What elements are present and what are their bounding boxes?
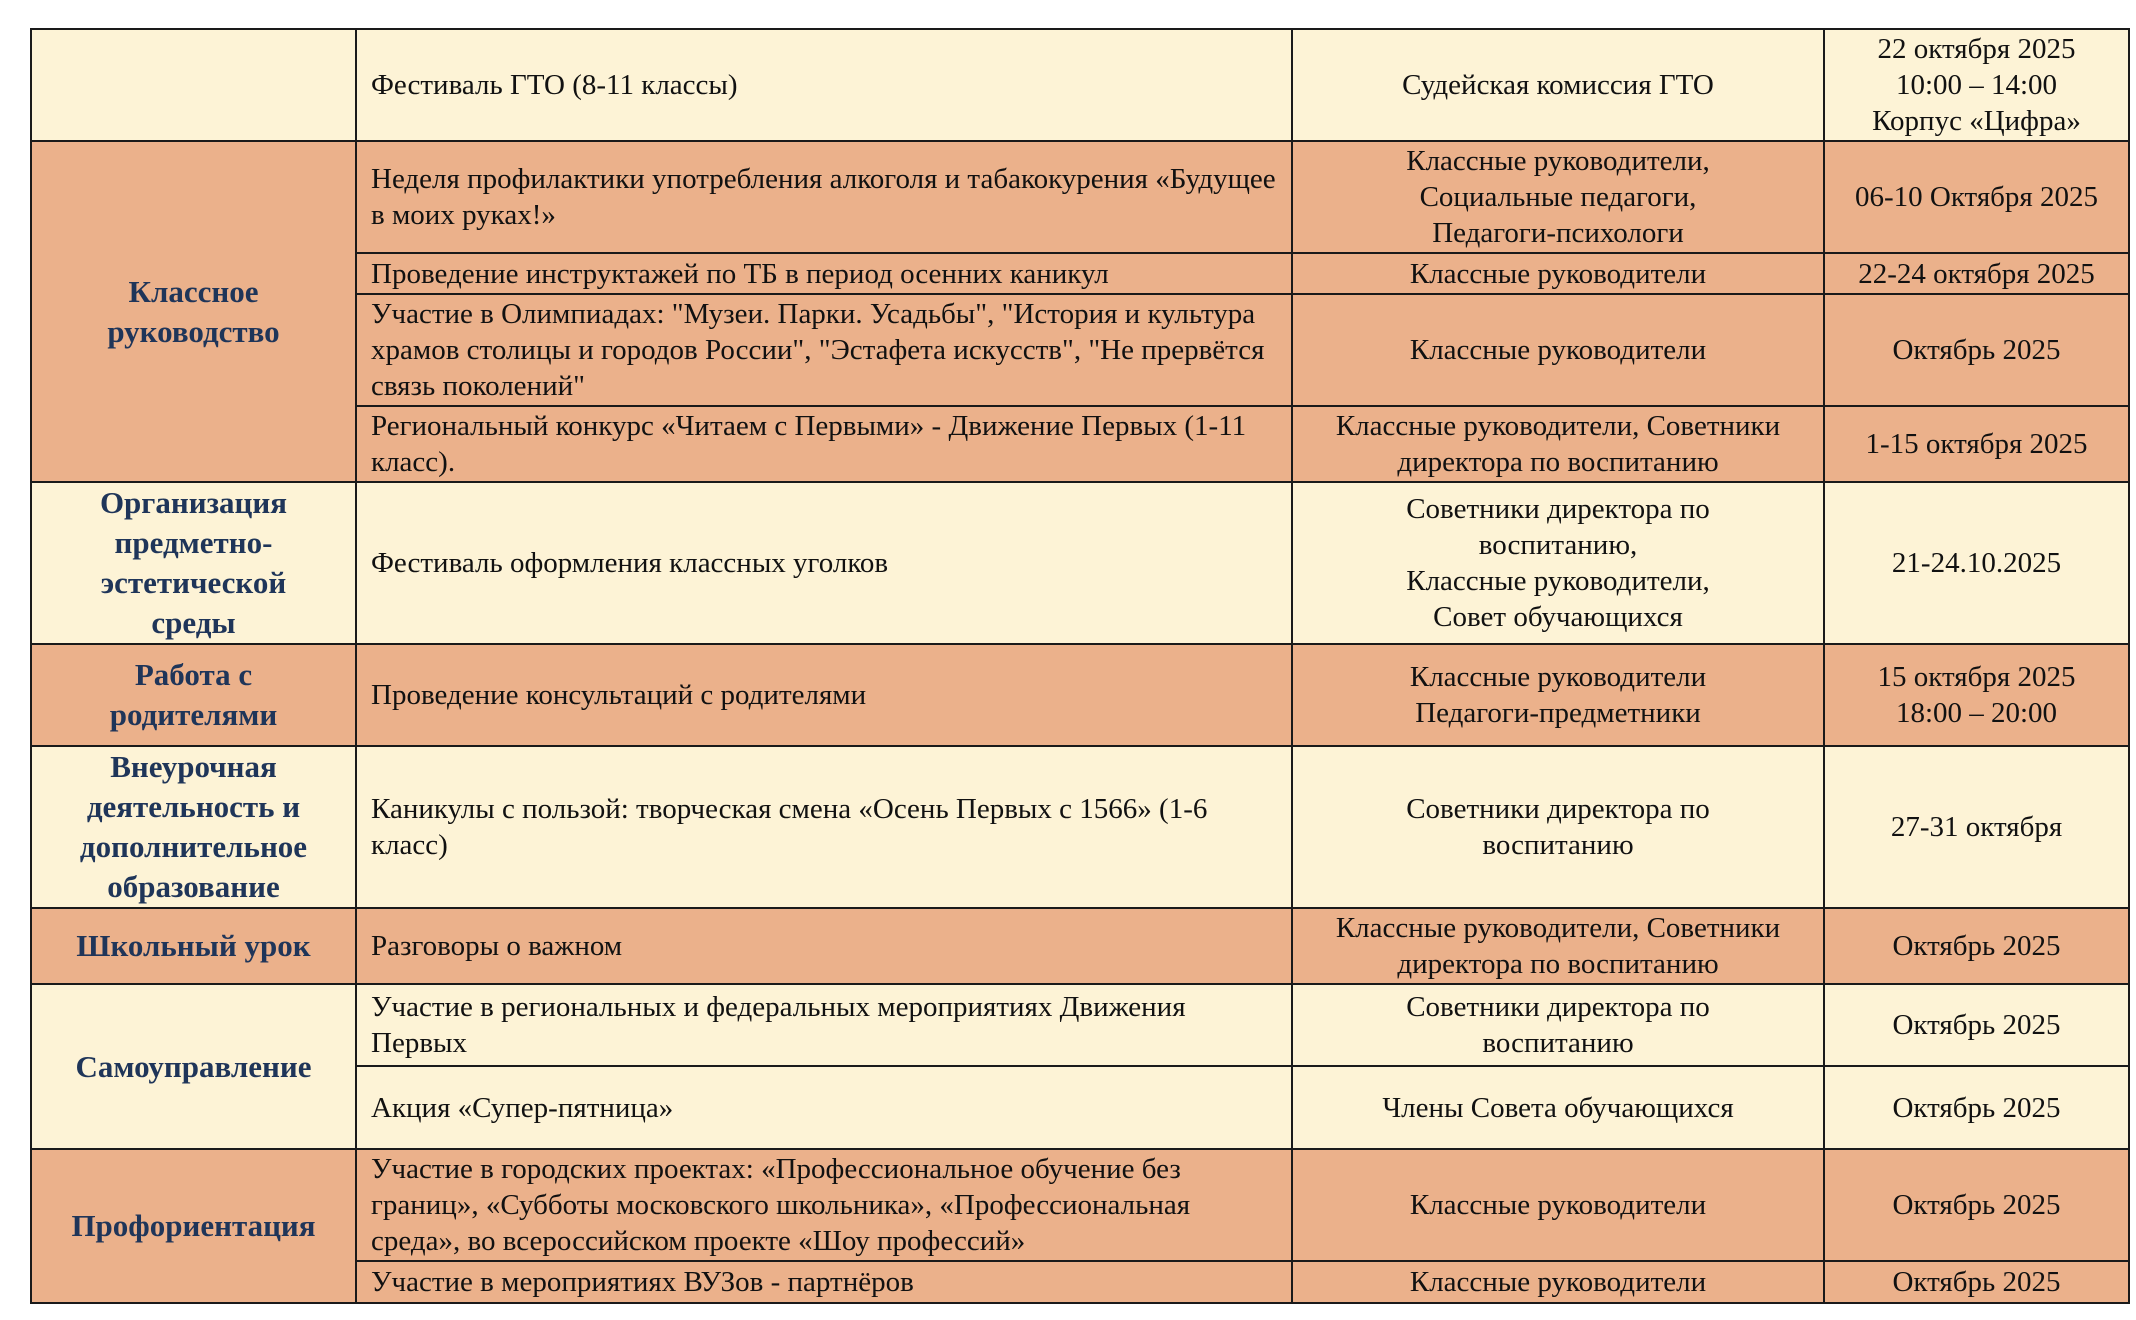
- section-line: среды: [151, 605, 236, 640]
- responsible-line: Советники директора по: [1406, 793, 1710, 825]
- section-line: образование: [107, 869, 280, 904]
- section-line: эстетической: [100, 565, 287, 600]
- responsible-cell: Члены Совета обучающихся: [1292, 1066, 1824, 1149]
- time-line: 18:00 – 20:00: [1895, 697, 2058, 729]
- table-row: [31, 644, 2129, 746]
- date-line: 15 октября 2025: [1877, 661, 2076, 693]
- section-self-government: Самоуправление: [31, 984, 356, 1149]
- event-cell: Участие в Олимпиадах: "Музеи. Парки. Усадьбы", "История и культура храмов столицы и городов России", "Эстафета искусств", "Не прервётся связь поколений": [356, 294, 1292, 406]
- date-cell: Октябрь 2025: [1824, 1261, 2129, 1303]
- event-cell: Фестиваль ГТО (8-11 классы): [356, 29, 1292, 141]
- responsible-cell: Классные руководители: [1292, 253, 1824, 294]
- time-line: 10:00 – 14:00: [1895, 69, 2058, 101]
- responsible-cell: [1292, 482, 1824, 644]
- section-line: дополнительное: [79, 829, 308, 864]
- section-line: Работа с: [134, 657, 253, 692]
- responsible-cell: Классные руководители: [1292, 1149, 1824, 1261]
- date-cell: [1824, 29, 2129, 141]
- responsible-line: Педагоги-психологи: [1432, 217, 1684, 249]
- responsible-line: Классные руководители: [1409, 661, 1707, 693]
- section-line: предметно-: [114, 525, 273, 560]
- date-cell: 27-31 октября: [1824, 746, 2129, 908]
- responsible-cell: Классные руководители: [1292, 1261, 1824, 1303]
- responsible-line: Совет обучающихся: [1433, 601, 1683, 633]
- date-cell: [1824, 644, 2129, 746]
- table-row: [31, 908, 2129, 984]
- location-line: Корпус «Цифра»: [1872, 105, 2081, 137]
- event-cell: Проведение инструктажей по ТБ в период осенних каникул: [356, 253, 1292, 294]
- event-cell: Разговоры о важном: [356, 908, 1292, 984]
- event-cell: Региональный конкурс «Читаем с Первыми» - Движение Первых (1-11 класс).: [356, 406, 1292, 482]
- table-row: [31, 746, 2129, 908]
- section-cell-empty: [31, 29, 356, 141]
- section-line: родителями: [109, 697, 278, 732]
- responsible-cell: [1292, 984, 1824, 1066]
- date-cell: Октябрь 2025: [1824, 1066, 2129, 1149]
- responsible-line: Классные руководители, Советники: [1335, 410, 1781, 442]
- responsible-line: Классные руководители, Советники: [1335, 912, 1781, 944]
- event-cell: Фестиваль оформления классных уголков: [356, 482, 1292, 644]
- date-cell: 06-10 Октября 2025: [1824, 141, 2129, 253]
- date-cell: Октябрь 2025: [1824, 908, 2129, 984]
- responsible-line: директора по воспитанию: [1397, 446, 1719, 478]
- events-plan-table: [30, 28, 2130, 1304]
- responsible-cell: [1292, 406, 1824, 482]
- event-cell: Участие в региональных и федеральных мероприятиях Движения Первых: [356, 984, 1292, 1066]
- responsible-line: Педагоги-предметники: [1415, 697, 1701, 729]
- table-row: [31, 984, 2129, 1066]
- date-cell: 1-15 октября 2025: [1824, 406, 2129, 482]
- responsible-line: Советники директора по: [1406, 493, 1710, 525]
- section-work-with-parents: [31, 644, 356, 746]
- table-row: [31, 1149, 2129, 1261]
- event-cell: Акция «Супер-пятница»: [356, 1066, 1292, 1149]
- responsible-line: директора по воспитанию: [1397, 948, 1719, 980]
- section-aesthetic-environment: [31, 482, 356, 644]
- responsible-line: Советники директора по: [1406, 991, 1710, 1023]
- section-school-lesson: Школьный урок: [31, 908, 356, 984]
- event-cell: Проведение консультаций с родителями: [356, 644, 1292, 746]
- responsible-line: Классные руководители,: [1406, 145, 1710, 177]
- responsible-line: Социальные педагоги,: [1419, 181, 1697, 213]
- responsible-cell: Классные руководители: [1292, 294, 1824, 406]
- responsible-line: воспитанию,: [1478, 529, 1638, 561]
- section-line: Организация: [99, 485, 288, 520]
- responsible-line: воспитанию: [1482, 1027, 1634, 1059]
- section-line: Внеурочная: [110, 749, 277, 784]
- section-classroom-management: Классное руководство: [31, 141, 356, 482]
- section-line: деятельность и: [86, 789, 301, 824]
- responsible-line: воспитанию: [1482, 829, 1634, 861]
- table-row: [31, 482, 2129, 644]
- date-line: 22 октября 2025: [1877, 33, 2076, 65]
- date-cell: 21-24.10.2025: [1824, 482, 2129, 644]
- date-cell: Октябрь 2025: [1824, 984, 2129, 1066]
- responsible-cell: [1292, 908, 1824, 984]
- responsible-cell: Судейская комиссия ГТО: [1292, 29, 1824, 141]
- responsible-cell: [1292, 644, 1824, 746]
- event-cell: Неделя профилактики употребления алкоголя и табакокурения «Будущее в моих руках!»: [356, 141, 1292, 253]
- date-cell: 22-24 октября 2025: [1824, 253, 2129, 294]
- section-extracurricular: [31, 746, 356, 908]
- responsible-cell: [1292, 746, 1824, 908]
- table-row: [31, 29, 2129, 141]
- date-cell: Октябрь 2025: [1824, 1149, 2129, 1261]
- event-cell: Участие в городских проектах: «Профессиональное обучение без границ», «Субботы московского школьника», «Профессиональная среда», во всероссийском проекте «Шоу профессий»: [356, 1149, 1292, 1261]
- event-cell: Каникулы с пользой: творческая смена «Осень Первых с 1566» (1-6 класс): [356, 746, 1292, 908]
- event-cell: Участие в мероприятиях ВУЗов - партнёров: [356, 1261, 1292, 1303]
- responsible-line: Классные руководители,: [1406, 565, 1710, 597]
- date-cell: Октябрь 2025: [1824, 294, 2129, 406]
- responsible-cell: [1292, 141, 1824, 253]
- table-row: [31, 141, 2129, 253]
- section-career-guidance: Профориентация: [31, 1149, 356, 1303]
